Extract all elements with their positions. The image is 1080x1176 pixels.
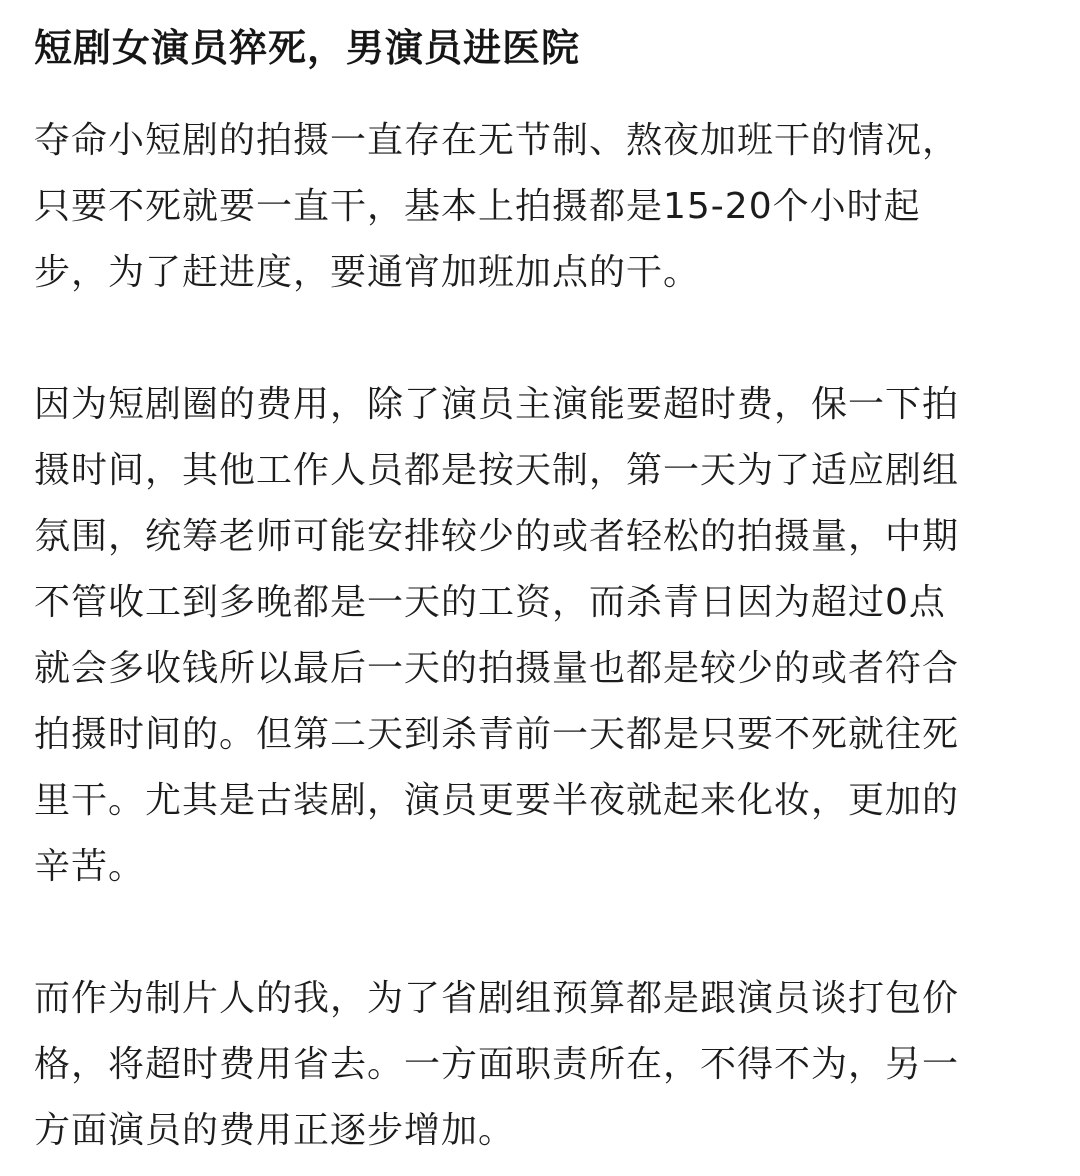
paragraph-line: 不管收工到多晚都是一天的工资，而杀青日因为超过0点 bbox=[34, 582, 946, 623]
post-title: 短剧女演员猝死，男演员进医院 bbox=[34, 26, 581, 70]
paragraph-line: 而作为制片人的我，为了省剧组预算都是跟演员谈打包价 bbox=[34, 978, 960, 1019]
paragraph-line: 方面演员的费用正逐步增加。 bbox=[34, 1110, 516, 1151]
paragraph-line: 因为短剧圈的费用，除了演员主演能要超时费，保一下拍 bbox=[34, 384, 960, 425]
paragraph-line: 拍摄时间的。但第二天到杀青前一天都是只要不死就往死 bbox=[34, 714, 960, 755]
paragraph-2 bbox=[34, 372, 1052, 900]
paragraph-1 bbox=[34, 108, 1052, 306]
paragraph-line: 里干。尤其是古装剧，演员更要半夜就起来化妆，更加的 bbox=[34, 780, 960, 821]
paragraph-line: 夺命小短剧的拍摄一直存在无节制、熬夜加班干的情况， bbox=[34, 120, 960, 161]
paragraph-line: 就会多收钱所以最后一天的拍摄量也都是较少的或者符合 bbox=[34, 648, 960, 689]
paragraph-line: 摄时间，其他工作人员都是按天制，第一天为了适应剧组 bbox=[34, 450, 960, 491]
paragraph-line: 步，为了赶进度，要通宵加班加点的干。 bbox=[34, 252, 701, 293]
post-body bbox=[34, 108, 1052, 1164]
paragraph-line: 只要不死就要一直干，基本上拍摄都是15-20个小时起 bbox=[34, 186, 921, 227]
paragraph-line: 辛苦。 bbox=[34, 846, 146, 887]
paragraph-line: 格，将超时费用省去。一方面职责所在，不得不为，另一 bbox=[34, 1044, 960, 1085]
paragraph-line: 氛围，统筹老师可能安排较少的或者轻松的拍摄量，中期 bbox=[34, 516, 960, 557]
paragraph-3 bbox=[34, 966, 1052, 1164]
